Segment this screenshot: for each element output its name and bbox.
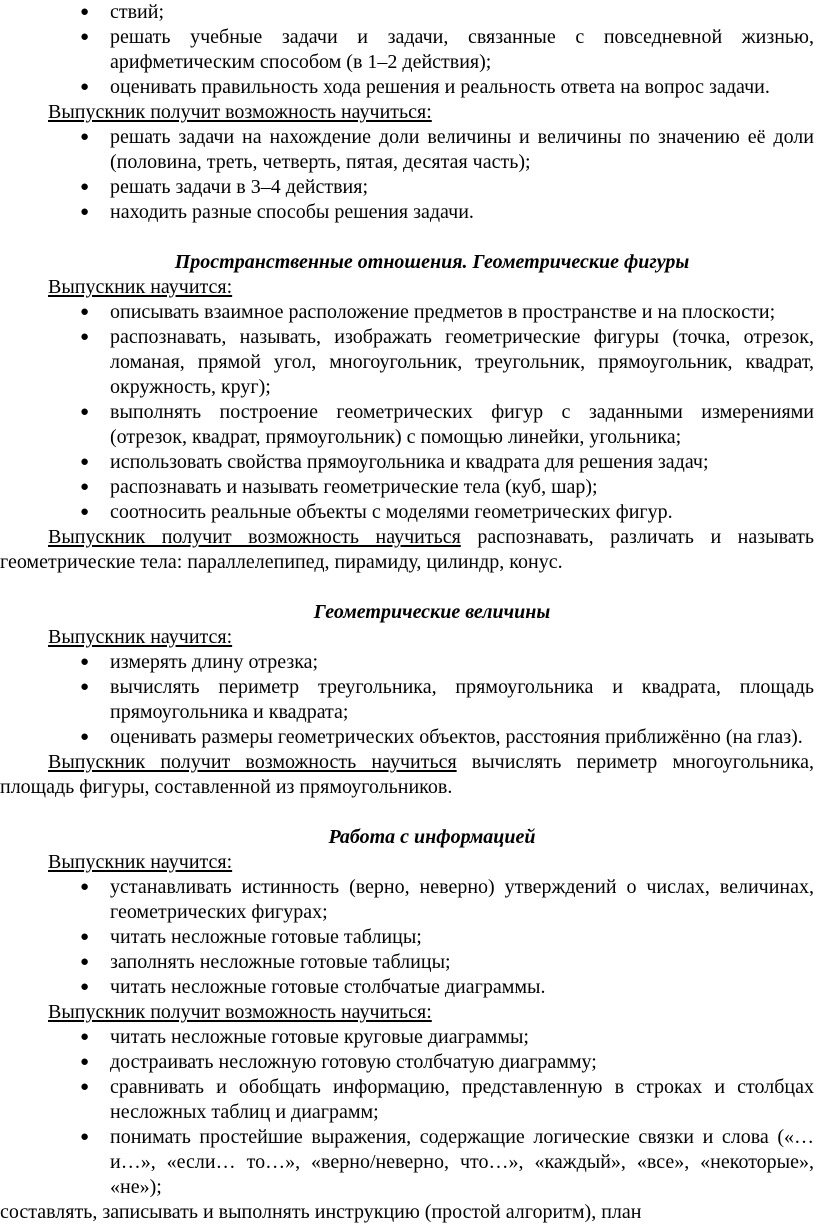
list-item-text: находить разные способы решения задачи. [110, 201, 474, 223]
list-item-text: выполнять построение геометрических фигур с заданными измерениями (отрезок, квадрат, прямоугольник) с помощью линейки, угольника; [110, 401, 814, 448]
list-item-text: решать учебные задачи и задачи, связанные с повседневной жизнью, арифметическим способом (в 1–2 действия); [110, 26, 814, 73]
bullet-icon: ● [80, 79, 90, 95]
tail-line: составлять, записывать и выполнять инструкцию (простой алгоритм), план [0, 1201, 642, 1223]
opportunity-paragraph [0, 525, 816, 575]
bullet-icon: ● [80, 179, 90, 195]
list-item [0, 400, 816, 450]
list-item [0, 500, 816, 525]
list-item [0, 875, 816, 925]
list-item [0, 300, 816, 325]
bullet-icon: ● [80, 1079, 90, 1095]
list-item [0, 325, 816, 400]
bullet-icon: ● [80, 204, 90, 220]
list-item-text: устанавливать истинность (верно, неверно) утверждений о числах, величинах, геометрических фигурах; [110, 876, 814, 923]
list-item [0, 725, 816, 750]
opportunity-paragraph [0, 750, 816, 800]
bullet-icon: ● [80, 329, 90, 345]
list-item [0, 475, 816, 500]
list-item-text: оценивать размеры геометрических объектов, расстояния приближённо (на глаз). [110, 726, 803, 748]
spacer [0, 225, 816, 250]
bullet-icon: ● [80, 654, 90, 670]
bullet-icon: ● [80, 679, 90, 695]
list-item [0, 925, 816, 950]
list-item-text: читать несложные готовые таблицы; [110, 926, 422, 948]
list-item [0, 25, 816, 75]
bullet-icon: ● [80, 1054, 90, 1070]
list-item [0, 175, 816, 200]
bullet-icon: ● [80, 1029, 90, 1045]
list-item-text: соотносить реальные объекты с моделями геометрических фигур. [110, 501, 673, 523]
list-item [0, 450, 816, 475]
list-item [0, 1125, 816, 1200]
bullet-icon: ● [80, 129, 90, 145]
list-item-text: достраивать несложную готовую столбчатую диаграмму; [110, 1051, 597, 1073]
opportunity-text: вычислять периметр многоугольника, площадь фигуры, составленной из прямоугольников. [0, 751, 814, 798]
opportunity-label: Выпускник получит возможность научиться: [48, 101, 432, 123]
list-item-text: решать задачи в 3–4 действия; [110, 176, 369, 198]
section-heading: Работа с информацией [328, 826, 536, 848]
list-item [0, 975, 816, 1000]
spacer [0, 800, 816, 825]
learn-label-row [0, 625, 816, 650]
bullet-icon: ● [80, 479, 90, 495]
learn-label: Выпускник научится: [48, 626, 233, 648]
list-item-text: измерять длину отрезка; [110, 651, 319, 673]
list-item-text: вычислять периметр треугольника, прямоугольника и квадрата, площадь прямоугольника и квадрата; [110, 676, 814, 723]
bullet-icon: ● [80, 979, 90, 995]
list-item [0, 1050, 816, 1075]
list-item [0, 675, 816, 725]
list-item-text: оценивать правильность хода решения и реальность ответа на вопрос задачи. [110, 76, 770, 98]
list-item-text: распознавать, называть, изображать геометрические фигуры (точка, отрезок, ломаная, прямой угол, многоугольник, треугольник, прямоугольник, квадрат, окружность, круг); [110, 326, 814, 398]
opportunity-label: Выпускник получит возможность научиться: [48, 1001, 432, 1023]
list-item [0, 125, 816, 175]
opportunity-text: распознавать, различать и называть геометрические тела: параллелепипед, пирамиду, цилиндр, конус. [0, 526, 814, 573]
opportunity-label: Выпускник получит возможность научиться [48, 751, 457, 773]
bullet-icon: ● [80, 954, 90, 970]
list-item-text: заполнять несложные готовые таблицы; [110, 951, 451, 973]
list-item [0, 200, 816, 225]
list-item [0, 1025, 816, 1050]
bullet-icon: ● [80, 929, 90, 945]
learn-label: Выпускник научится: [48, 851, 233, 873]
list-item-text: распознавать и называть геометрические тела (куб, шар); [110, 476, 598, 498]
opportunity-label-row [0, 1000, 816, 1025]
learn-label: Выпускник научится: [48, 276, 233, 298]
bullet-icon: ● [80, 4, 90, 20]
list-item-text: использовать свойства прямоугольника и квадрата для решения задач; [110, 451, 709, 473]
list-item-text: читать несложные готовые круговые диаграммы; [110, 1026, 529, 1048]
learn-label-row [0, 850, 816, 875]
list-item-text: читать несложные готовые столбчатые диаграммы. [110, 976, 546, 998]
bullet-icon: ● [80, 729, 90, 745]
bullet-icon: ● [80, 454, 90, 470]
list-item [0, 950, 816, 975]
list-item [0, 1075, 816, 1125]
bullet-icon: ● [80, 504, 90, 520]
list-item [0, 75, 816, 100]
learn-label-row [0, 275, 816, 300]
bullet-icon: ● [80, 404, 90, 420]
opportunity-label-row [0, 100, 816, 125]
list-item [0, 650, 816, 675]
section-heading: Геометрические величины [313, 601, 551, 623]
bullet-icon: ● [80, 304, 90, 320]
spacer [0, 575, 816, 600]
section-heading: Пространственные отношения. Геометрические фигуры [174, 251, 690, 273]
list-item-text: сравнивать и обобщать информацию, представленную в строках и столбцах несложных таблиц и диаграмм; [110, 1076, 814, 1123]
list-item-text: описывать взаимное расположение предметов в пространстве и на плоскости; [110, 301, 776, 323]
opportunity-label: Выпускник получит возможность научиться [48, 526, 461, 548]
bullet-icon: ● [80, 29, 90, 45]
bullet-icon: ● [80, 879, 90, 895]
list-item-text: понимать простейшие выражения, содержащие логические связки и слова («…и…», «если… то…», «верно/неверно, что…», «каждый», «все», «некоторые», «не»); [110, 1126, 814, 1198]
list-item [0, 0, 816, 25]
list-item-text: ствий; [110, 1, 165, 23]
list-item-text: решать задачи на нахождение доли величины и величины по значению её доли (половина, треть, четверть, пятая, десятая часть); [110, 126, 814, 173]
bullet-icon: ● [80, 1129, 90, 1145]
